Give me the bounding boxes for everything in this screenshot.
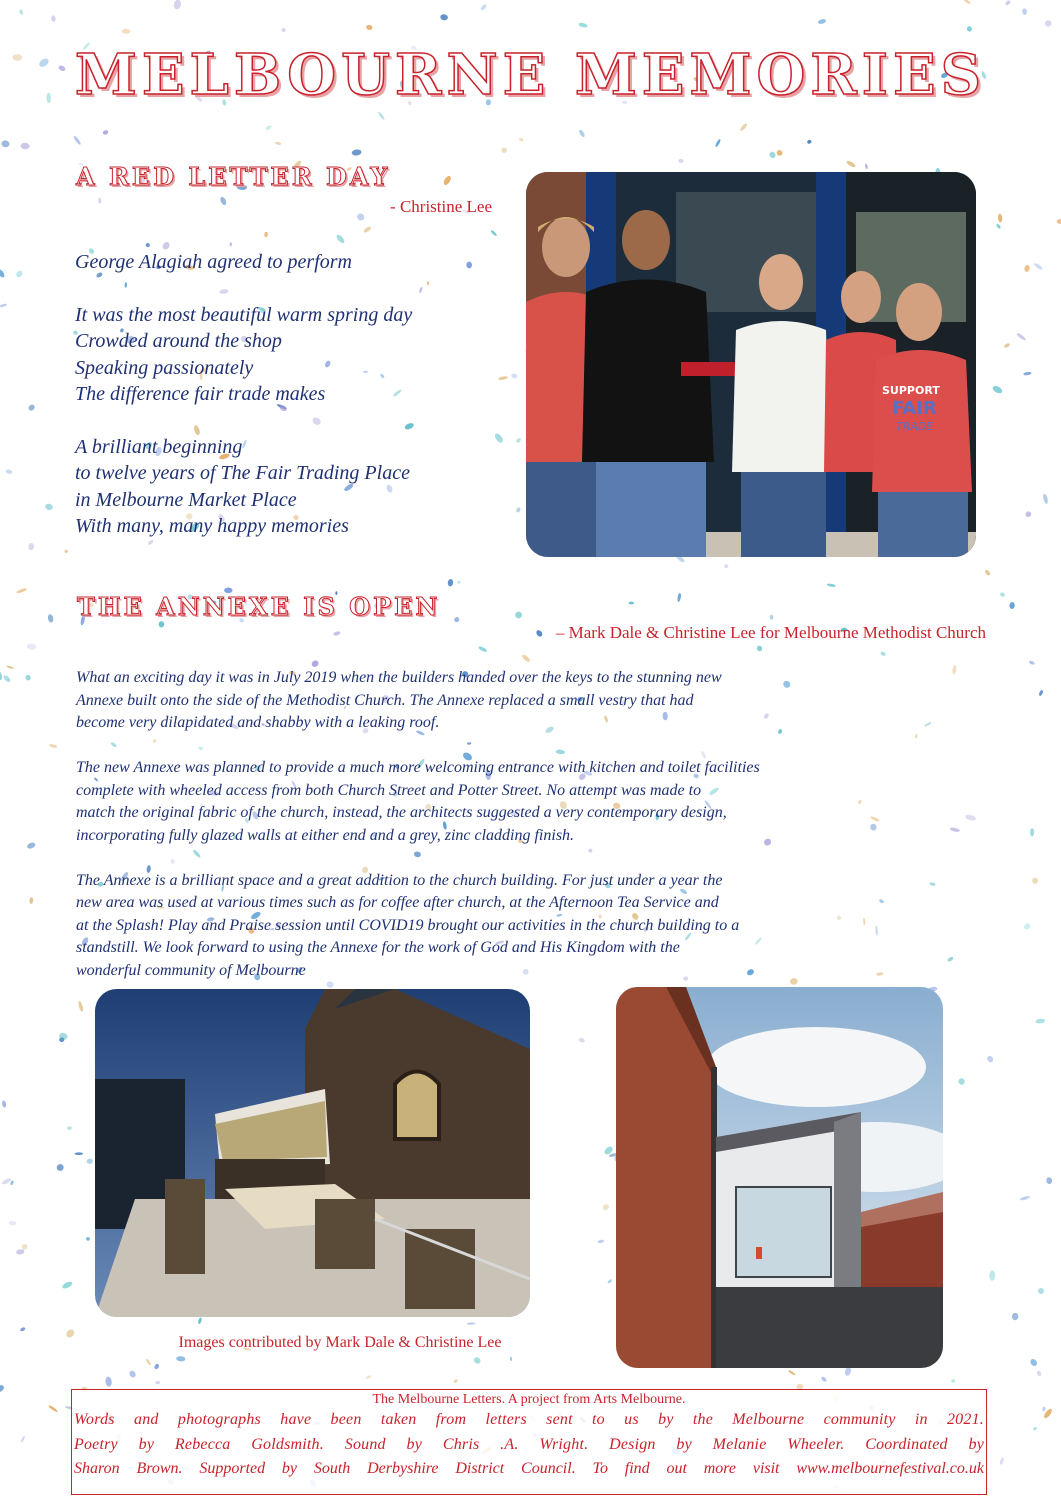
confetti-dot	[1038, 690, 1044, 697]
confetti-dot	[1042, 493, 1049, 504]
confetti-dot	[1022, 8, 1027, 15]
confetti-dot	[25, 674, 32, 681]
confetti-dot	[1042, 1406, 1046, 1411]
confetti-dot	[27, 403, 36, 411]
confetti-dot	[10, 1180, 14, 1185]
confetti-dot	[335, 233, 346, 244]
confetti-dot	[440, 14, 449, 21]
confetti-dot	[55, 1163, 65, 1172]
article-line: incorporating fully glazed walls at either end and a grey, zinc cladding finish.	[76, 826, 575, 844]
confetti-dot	[1030, 828, 1034, 836]
confetti-dot	[999, 1457, 1005, 1465]
confetti-dot	[846, 160, 857, 169]
image-caption: Images contributed by Mark Dale & Christine Lee	[178, 1334, 502, 1351]
confetti-dot	[989, 1270, 995, 1280]
confetti-dot	[578, 129, 585, 138]
confetti-dot	[85, 1236, 90, 1241]
confetti-dot	[986, 1055, 994, 1064]
confetti-dot	[515, 611, 522, 618]
confetti-dot	[776, 149, 784, 157]
confetti-dot	[73, 135, 82, 145]
confetti-dot	[756, 645, 763, 652]
confetti-dot	[1033, 262, 1043, 270]
confetti-dot	[739, 123, 748, 132]
poem-line: The difference fair trade makes	[75, 383, 326, 405]
confetti-dot	[145, 242, 151, 248]
confetti-dot	[48, 1405, 58, 1413]
photo-annexe-night	[95, 989, 530, 1317]
article-paragraph	[76, 757, 956, 847]
confetti-dot	[1045, 20, 1052, 27]
confetti-dot	[578, 22, 588, 28]
footer-line: Sharon Brown. Supported by South Derbyshire District Council. To find out more visit www.melbournefestival.co.uk	[74, 1460, 984, 1477]
confetti-dot	[265, 125, 272, 131]
confetti-dot	[992, 385, 1004, 395]
confetti-dot	[996, 223, 1002, 229]
confetti-dot	[678, 159, 684, 163]
confetti-dot	[677, 593, 682, 603]
confetti-dot	[16, 587, 27, 594]
article-paragraph	[76, 667, 956, 735]
photo-shop-opening	[526, 172, 976, 557]
confetti-dot	[44, 503, 53, 511]
poem	[75, 249, 515, 540]
confetti-dot	[264, 232, 268, 238]
page-title: MELBOURNE MEMORIES	[74, 42, 987, 108]
article-line: What an exciting day it was in July 2019 when the builders handed over the keys to the stunning new	[76, 669, 722, 686]
confetti-dot	[501, 147, 508, 154]
confetti-dot	[78, 1001, 84, 1013]
confetti-dot	[715, 138, 722, 147]
confetti-dot	[984, 569, 991, 577]
poem-line: to twelve years of The Fair Trading Place	[75, 462, 410, 484]
poem-line: Speaking passionately	[75, 356, 254, 379]
confetti-dot	[1036, 1370, 1042, 1377]
shirt-text-fair: FAIR	[892, 398, 937, 419]
confetti-dot	[865, 163, 869, 169]
confetti-dot	[61, 1280, 73, 1290]
confetti-dot	[1023, 922, 1032, 931]
article-line: Annexe built onto the side of the Methodist Church. The Annexe replaced a small vestry that had	[76, 691, 694, 709]
poem-line: With many, many happy memories	[75, 515, 349, 537]
confetti-dot	[1037, 1287, 1045, 1295]
confetti-dot	[275, 141, 282, 145]
confetti-dot	[47, 614, 54, 623]
confetti-dot	[602, 1203, 610, 1211]
shirt-text-support: SUPPORT	[882, 384, 940, 397]
article-line: standstill. We look forward to using the Annexe for the work of God and His Kingdom with the	[76, 939, 680, 956]
confetti-dot	[965, 814, 977, 822]
confetti-dot	[128, 1370, 137, 1379]
confetti-dot	[770, 615, 774, 620]
confetti-dot	[145, 1358, 151, 1366]
confetti-dot	[490, 229, 497, 236]
confetti-dot	[1019, 1195, 1030, 1201]
annexe-article	[76, 667, 956, 982]
poem-line: It was the most beautiful warm spring day	[75, 303, 413, 326]
confetti-dot	[1016, 332, 1027, 341]
poem-line: A brilliant beginning	[75, 435, 243, 458]
confetti-dot	[67, 1126, 73, 1131]
confetti-dot	[607, 1279, 613, 1284]
confetti-dot	[963, 0, 971, 5]
confetti-dot	[0, 268, 6, 278]
confetti-dot	[724, 564, 728, 568]
confetti-dot	[578, 1037, 585, 1043]
section-heading-red-letter-day: A RED LETTER DAY	[76, 162, 391, 191]
confetti-dot	[65, 1328, 76, 1339]
confetti-dot	[1046, 1177, 1053, 1185]
confetti-dot	[1031, 877, 1038, 885]
confetti-dot	[29, 897, 33, 904]
byline-christine-lee: - Christine Lee	[390, 197, 492, 216]
confetti-dot	[1035, 1018, 1045, 1024]
confetti-dot	[1024, 510, 1032, 518]
confetti-dot	[453, 1378, 458, 1383]
confetti-dot	[1, 140, 10, 148]
confetti-dot	[807, 139, 812, 144]
confetti-dot	[51, 15, 56, 22]
confetti-dot	[27, 643, 37, 650]
article-line: become very dilapidated and shabby with a leaking roof.	[76, 714, 440, 731]
confetti-dot	[1023, 371, 1032, 376]
confetti-dot	[597, 1239, 604, 1243]
confetti-dot	[629, 602, 634, 605]
confetti-dot	[26, 841, 36, 849]
confetti-dot	[2, 1100, 7, 1108]
poem-line: Crowded around the shop	[75, 330, 282, 352]
confetti-dot	[98, 198, 101, 204]
confetti-dot	[64, 549, 69, 554]
confetti-dot	[519, 137, 524, 141]
confetti-dot	[2, 674, 11, 683]
confetti-dot	[457, 581, 460, 584]
confetti-dot	[788, 1369, 796, 1376]
confetti-dot	[768, 151, 777, 160]
confetti-dot	[1029, 1358, 1038, 1368]
confetti-dot	[442, 175, 452, 187]
confetti-dot	[219, 196, 227, 206]
confetti-dot	[0, 303, 7, 308]
article-line: match the original fabric of the church, instead, the architects suggested a very contemporary design,	[76, 804, 727, 821]
confetti-dot	[15, 270, 24, 279]
confetti-dot	[105, 1376, 113, 1387]
confetti-dot	[365, 1375, 372, 1380]
confetti-dot	[75, 1152, 83, 1155]
confetti-dot	[1, 1177, 12, 1185]
confetti-dot	[958, 1078, 965, 1085]
confetti-dot	[28, 543, 35, 551]
confetti-dot	[447, 579, 453, 587]
article-paragraph	[76, 870, 956, 983]
photo-annexe-day	[616, 987, 943, 1368]
confetti-dot	[102, 129, 109, 135]
confetti-dot	[16, 1249, 25, 1255]
confetti-dot	[8, 1221, 16, 1225]
confetti-dot	[6, 665, 14, 669]
confetti-dot	[20, 1436, 25, 1443]
confetti-dot	[966, 25, 973, 32]
footer-line: Words and photographs have been taken from letters sent to us by the Melbourne community in 2021.	[74, 1411, 984, 1428]
confetti-dot	[176, 1356, 186, 1362]
confetti-dot	[351, 149, 362, 156]
article-line: new area was used at various times such as for coffee after church, at the Afternoon Tea Service and	[76, 894, 719, 911]
confetti-dot	[281, 27, 287, 32]
article-line: wonderful community of Melbourne	[76, 961, 306, 979]
confetti-dot	[478, 645, 488, 652]
confetti-dot	[333, 631, 341, 637]
confetti-dot	[5, 469, 12, 475]
poem-line: George Alagiah agreed to perform	[75, 251, 353, 273]
confetti-dot	[515, 507, 521, 514]
footer-heading: The Melbourne Letters. A project from Arts Melbourne.	[372, 1392, 686, 1407]
confetti-dot	[366, 24, 373, 30]
confetti-dot	[515, 437, 521, 443]
confetti-dot	[1009, 602, 1015, 609]
confetti-dot	[510, 1357, 512, 1361]
confetti-dot	[521, 653, 531, 663]
confetti-dot	[827, 583, 836, 587]
article-line: complete with wheeled access from both Church Street and Potter Street. No attempt was made to	[76, 781, 702, 799]
confetti-dot	[480, 4, 488, 11]
confetti-dot	[820, 1376, 827, 1383]
confetti-dot	[229, 242, 232, 246]
confetti-dot	[1005, 0, 1012, 6]
article-line: The new Annexe was planned to provide a much more welcoming entrance with kitchen and toilet facilities	[76, 759, 760, 776]
confetti-dot	[147, 539, 154, 545]
confetti-dot	[173, 0, 182, 10]
confetti-dot	[20, 142, 30, 149]
confetti-dot	[1028, 660, 1035, 665]
confetti-dot	[49, 743, 58, 748]
footer-credits	[71, 1389, 987, 1495]
confetti-dot	[1003, 342, 1010, 348]
confetti-dot	[999, 591, 1006, 597]
footer-line: Poetry by Rebecca Goldsmith. Sound by Chris .A. Wright. Design by Melanie Wheeler. Coordinated by	[74, 1435, 984, 1453]
confetti-dot	[473, 1356, 482, 1365]
confetti-dot	[951, 1378, 956, 1383]
section-heading-annexe: THE ANNEXE IS OPEN	[77, 592, 441, 621]
confetti-dot	[153, 1363, 159, 1370]
confetti-dot	[1033, 1426, 1038, 1431]
confetti-dot	[155, 1381, 160, 1385]
confetti-dot	[880, 651, 886, 657]
confetti-dot	[998, 214, 1003, 223]
confetti-dot	[0, 1384, 5, 1394]
confetti-dot	[1024, 265, 1031, 273]
confetti-dot	[1057, 219, 1061, 224]
confetti-dot	[817, 18, 826, 24]
confetti-dot	[19, 9, 24, 15]
article-line: The Annexe is a brilliant space and a great addition to the church building. For just under a year the	[76, 871, 723, 889]
article-line: at the Splash! Play and Praise session until COVID19 brought our activities in the church building to a	[76, 916, 740, 934]
confetti-dot	[197, 1317, 202, 1324]
byline-annexe: – Mark Dale & Christine Lee for Melbourne Methodist Church	[555, 623, 986, 642]
confetti-dot	[0, 671, 3, 680]
poem-line: in Melbourne Market Place	[75, 488, 297, 511]
confetti-dot	[20, 1327, 26, 1332]
confetti-dot	[1011, 1312, 1018, 1320]
shirt-text-trade: TRADE	[896, 420, 934, 433]
confetti-dot	[86, 1158, 93, 1164]
confetti-dot	[467, 1322, 476, 1325]
confetti-dot	[377, 111, 385, 121]
confetti-dot	[363, 226, 372, 234]
confetti-dot	[122, 29, 131, 34]
